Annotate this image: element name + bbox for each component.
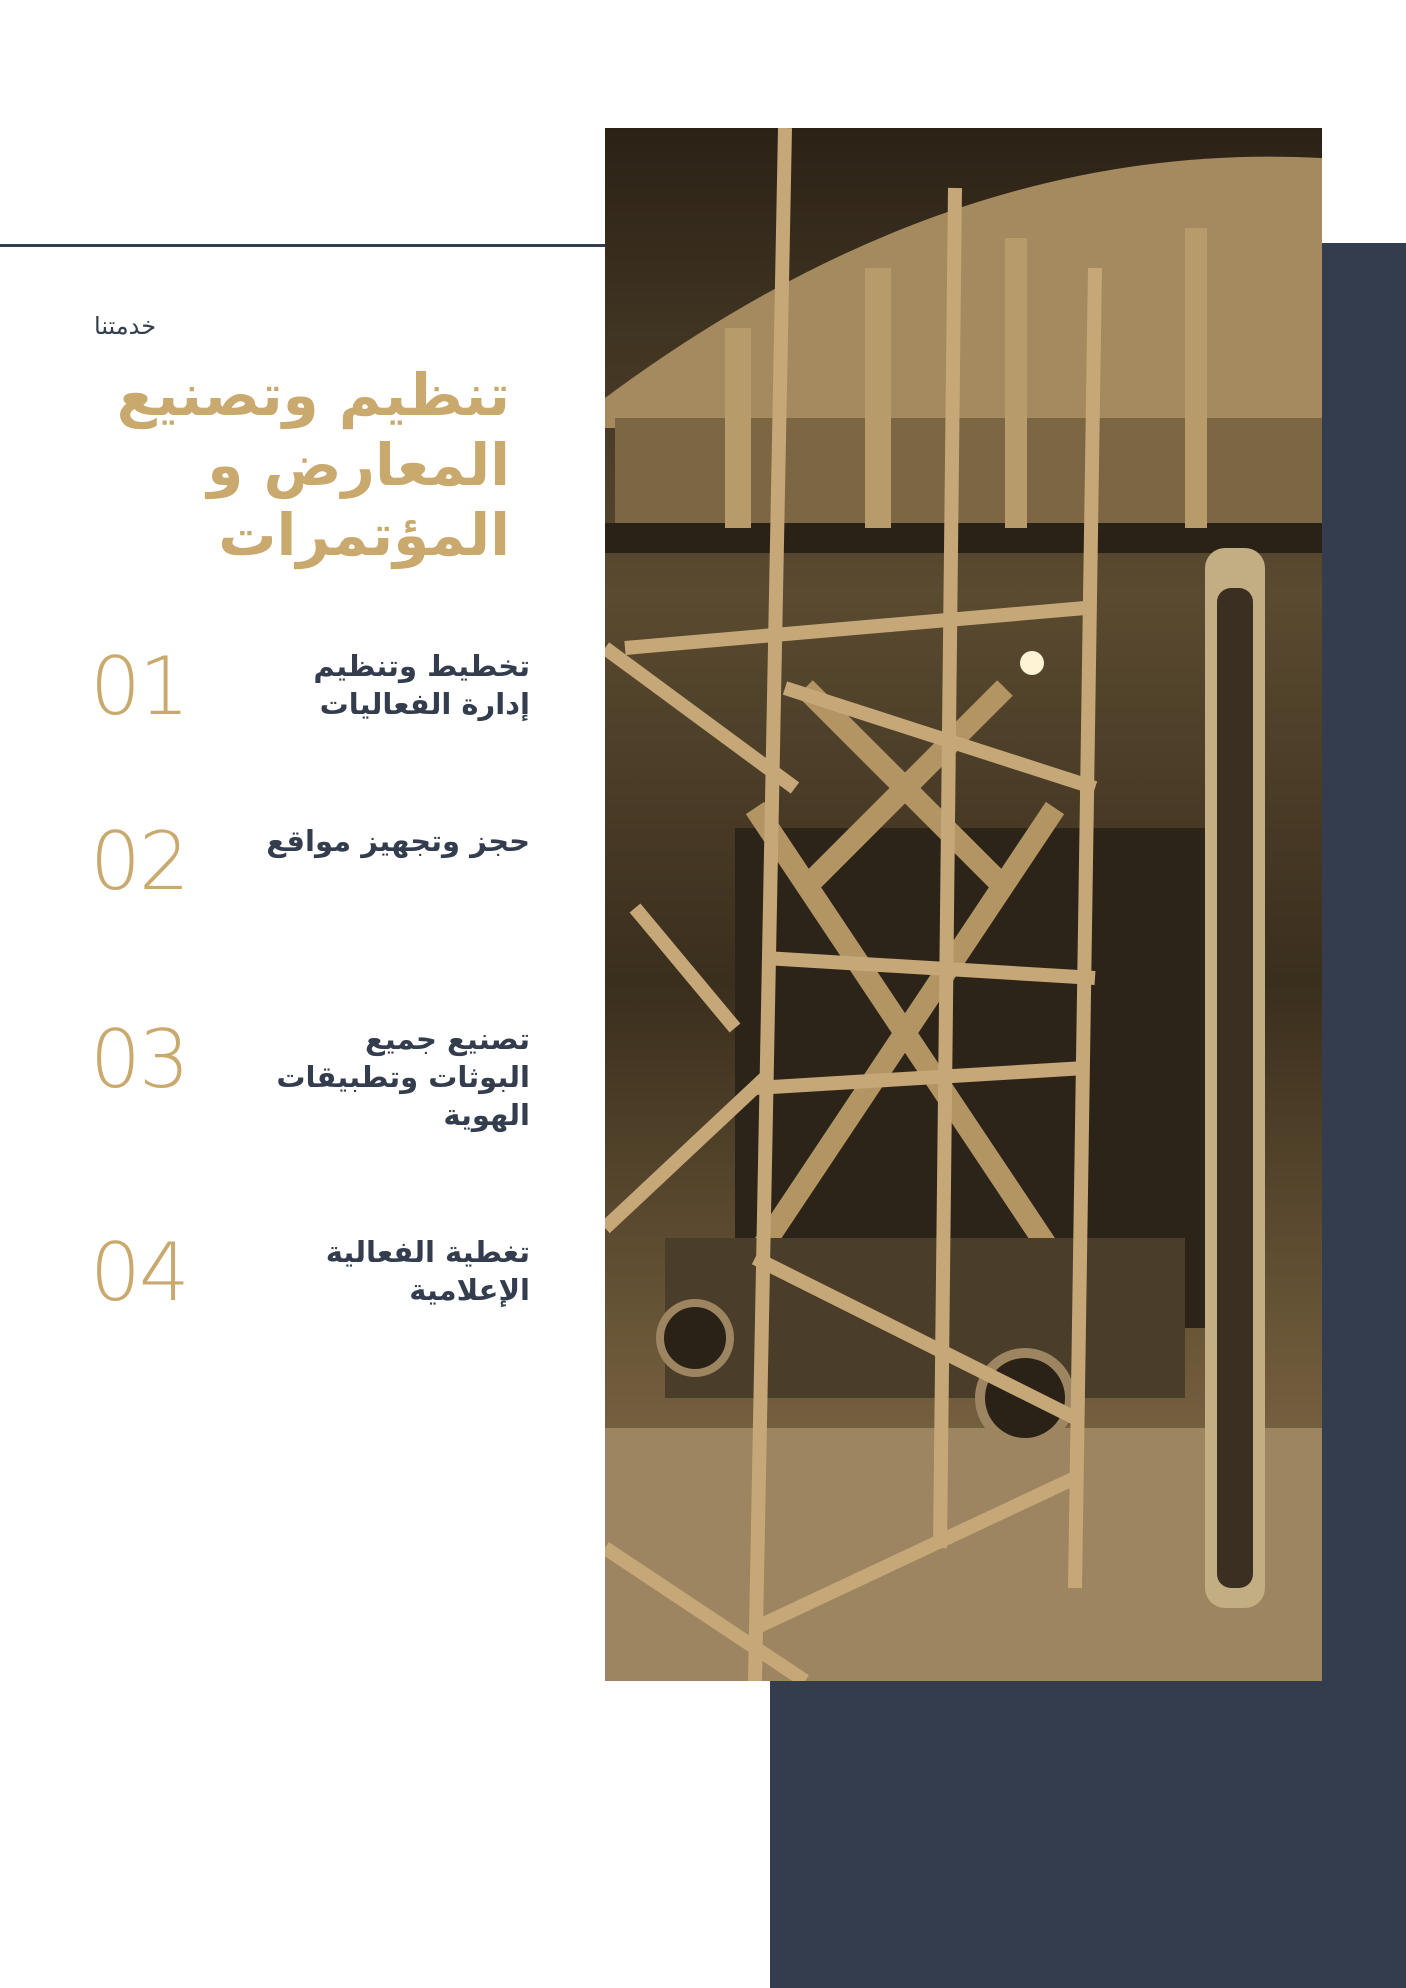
service-label: تصنيع جميع البوثات وتطبيقات الهوية [276, 1022, 530, 1132]
title-line: المؤتمرات [218, 501, 510, 569]
service-item [90, 1013, 530, 1132]
service-number: 02 [90, 815, 188, 908]
service-label: تخطيط وتنظيم إدارة الفعاليات [313, 649, 530, 721]
title-line: المعارض و [207, 431, 510, 499]
service-number: 04 [90, 1226, 188, 1319]
header-divider [0, 244, 606, 247]
service-number: 03 [90, 1013, 188, 1106]
navy-bottom-panel [770, 1680, 1406, 1988]
service-number: 01 [90, 640, 188, 733]
section-eyebrow: خدمتنا [94, 312, 157, 340]
service-label: حجز وتجهيز مواقع [266, 824, 530, 858]
page-title [90, 360, 510, 570]
title-line: تنظيم وتصنيع [116, 361, 510, 429]
service-item [90, 640, 530, 757]
service-label: تغطية الفعالية الإعلامية [325, 1235, 530, 1307]
service-item [90, 815, 530, 932]
service-item [90, 1226, 530, 1343]
construction-scaffold-photo [605, 128, 1322, 1681]
